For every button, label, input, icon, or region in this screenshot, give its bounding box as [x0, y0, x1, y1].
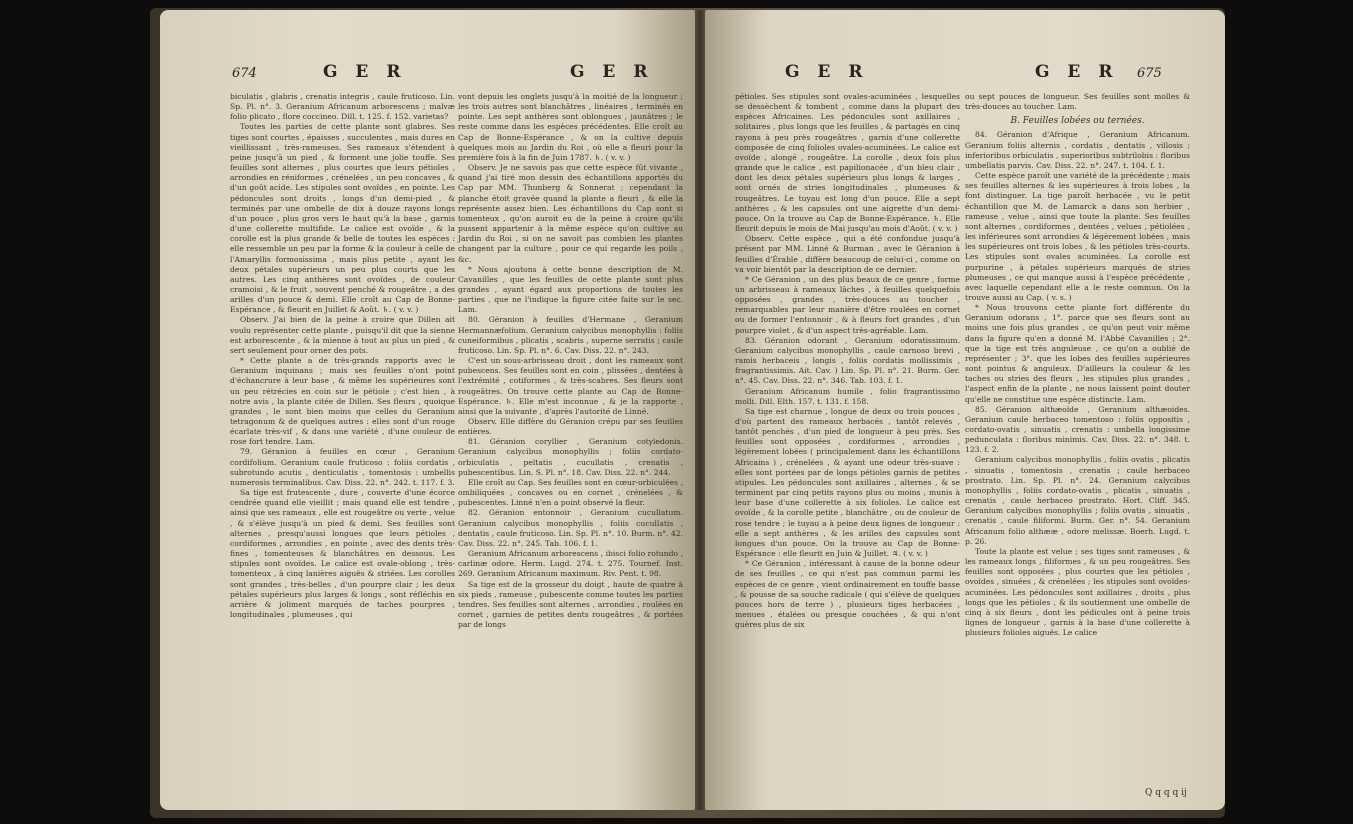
paragraph: 81. Géranion coryllier , Geranium cotyledonis. Geranium calycibus monophyllis ; foliis cordato-orbiculatis , peltatis , cucullatis , crenatis , pubescentibus. Lin. S. Pl. n°. 18. Cav. Diss. 22. n°. 244.	[458, 437, 683, 477]
paragraph: Sa tige est de la grosseur du doigt , haute de quatre à six pieds , rameuse , pubescente comme toutes les parties tendres. Ses feuilles sont alternes , arrondies , roulées en cornet , garnies de petites dents rougeâtres , & portées par de longs	[458, 579, 683, 630]
running-head-right-a: G E R	[785, 62, 869, 82]
paragraph: Geranium calycibus monophyllis , foliis ovatis , plicatis , sinuatis , tomentosis , crenatis ; caule herbaceo prostrato. Lin. Sp. Pl. n°. 24. Geranium calycibus monophyllis , foliis cordato-ovatis , plicatis , sinuatis , crenatis , caule herbaceo prostrato. Hort. Cliff. 345. Geranium calycibus monophyllis ; foliis ovatis , sinuatis , crenatis , caule filiformi. Burm. Ger. n°. 54. Geranium Africanum folio althææ , odore melissæ. Boerh. Lugd. t. p. 26.	[965, 455, 1190, 546]
left-page-column-2	[458, 92, 683, 630]
right-page	[705, 10, 1225, 810]
paragraph: Toutes les parties de cette plante sont glabres. Ses tiges sont courtes , épaisses , succulentes , mais dures en vieillissant , très-rameuses. Ses rameaux s'étendent à peine jusqu'à un pied , & forment une jolie touffe. Ses feuilles sont alternes , plus courtes que leurs pétioles , arrondies en réniformes , crénelées , un peu concaves , & d'un goût acide. Les stipules sont ovoïdes , en pointe. Les pédoncules sont droits , longs d'un demi-pied , & terminés par une ombelle de dix à douze rayons longs d'un pouce , plus gros vers le haut qu'à la base , garnis d'une collerette multifide. Le calice est ovoïde , & la corolle est la plus grande & belle de toutes les espèces : elle ressemble un peu par la forme & la couleur à celle de l'Amaryllis formosissima , mais plus petite , ayant les deux pétales supérieurs un peu plus courts que les autres. Les cinq anthères sont ovoïdes , de couleur cramoisi , & le fruit , souvent penché & rougeâtre , a des arilles d'un pouce & demi. Elle croît au Cap de Bonne-Espérance , & fleurit en Juillet & Août. ♄. ( v. v. )	[230, 122, 455, 315]
running-head-right-b: G E R	[1035, 62, 1119, 82]
paragraph: Observ. Cette espèce , qui a été confondue jusqu'à présent par MM. Linné & Burman , avec le Géranion à feuilles d'Érable , diffère beaucoup de celui-ci , comme on va voir bientôt par la description de ce dernier.	[735, 234, 960, 274]
paragraph: C'est un sous-arbrisseau droit , dont les rameaux sont pubescens. Ses feuilles sont en coin , plissées , dentées à l'extrémité , cotiformes , & très-scabres. Ses fleurs sont rougeâtres. On trouve cette plante au Cap de Bonne-Espérance. ♄. Elle m'est inconnue , & je la rapporte , ainsi que la suivante , d'après l'autorité de Linné.	[458, 356, 683, 416]
paragraph: Geranium Africanum humile , folio fragrantissimo molli. Dill. Elth. 157. t. 131. f. 158.	[735, 386, 960, 406]
paragraph: 80. Géranion à feuilles d'Hermane , Geranium Hermannæfolium. Geranium calycibus monophyllis : foliis cuneiformibus , plicatis , scabris , superne serratis ; caule fruticoso. Lin. Sp. Pl. n°. 6. Cav. Diss. 22. n°. 243.	[458, 315, 683, 355]
page-number-left: 674	[232, 66, 257, 81]
paragraph: vont depuis les onglets jusqu'à la moitié de la longueur ; les trois autres sont blanchâtres , linéaires , terminés en pointe. Les sept anthères sont oblongues , jaunâtres ; le reste comme dans les espèces précédentes. Elle croît au Cap de Bonne-Espérance , & on la cultive depuis quelques mois au Jardin du Roi , où elle a fleuri pour la première fois à la fin de Juin 1787. ♄. ( v. v. )	[458, 92, 683, 162]
paragraph: * Nous ajoutons à cette bonne description de M. Cavanilles , que les feuilles de cette plante sont plus grandes , ayant égard aux proportions de toutes les parties , que ne l'indique la figure citée faite sur le sec. Lam.	[458, 264, 683, 315]
paragraph: Observ. Je ne savois pas que cette espèce fût vivante , quand j'ai tiré mon dessin des échantillons apportés du Cap par MM. Thunberg & Sonnerat ; cependant la planche étoit gravée quand la plante a fleuri , & elle la représente assez bien. Les échantillons du Cap sont si tomenteux , qu'on auroit eu de la peine à croire qu'ils pussent appartenir à la même espèce qu'on cultive au Jardin du Roi , si on ne savoit pas combien les plantes changent par la culture , pour ce qui regarde les poils , &c.	[458, 163, 683, 264]
paragraph: 82. Géranion entonnoir , Geranium cucullatum. Geranium calycibus monophyllis , foliis cucullatis , dentatis , caule fruticoso. Lin. Sp. Pl. n°. 10. Burm. n°. 42. Cav. Diss. 22. n°. 245. Tab. 106. f. 1.	[458, 508, 683, 548]
paragraph: * Ce Géranion , intéressant à cause de la bonne odeur de ses feuilles , ce qui n'est pas commun parmi les espèces de ce genre , vient ordinairement en touffe basse , & pousse de sa souche radicale ( qui s'élève de quelques pouces hors de terre ) , plusieurs tiges herbacées , menues , étalées ou presque couchées , & qui n'ont guères plus de six	[735, 559, 960, 630]
left-page-column-1	[230, 92, 455, 620]
left-page	[160, 10, 695, 810]
section-heading: B. Feuilles lobées ou ternées.	[1010, 116, 1145, 127]
running-head-left-b: G E R	[570, 62, 654, 82]
right-page-column-1	[735, 92, 960, 630]
right-page-column-2	[965, 92, 1190, 638]
paragraph: ou sept pouces de longueur. Ses feuilles sont molles & très-douces au toucher. Lam.	[965, 92, 1190, 112]
paragraph: Sa tige est charnue , longue de deux ou trois pouces , d'où partent des rameaux herbacés , tantôt relevés , tantôt penchés , d'un pied de longueur à peu près. Ses feuilles sont opposées , cordiformes , arrondies , légèrement lobées ( principalement dans les échantillons Africains ) , crénelées , & ayant une odeur très-suave : elles sont portées par de longs pétioles garnis de petites stipules. Les pédoncules sont axillaires , alternes , & se terminent par cinq petits rayons plus ou moins , munis à leur base d'une collerette à six folioles. Le calice est ovoïde , & la corolle petite , blanchâtre , ou de couleur de rose tendre ; le tuyau a à peine deux lignes de longueur : elle a sept anthères , & les arilles des capsules sont longues d'un pouce. On la trouve au Cap de Bonne-Espérance : elle fleurit en Juin & Juillet. ♃. ( v. v. )	[735, 406, 960, 559]
paragraph: 84. Géranion d'Afrique , Geranium Africanum. Geranium foliis alternis , cordatis , dentatis , villosis ; inferioribus orbiculatis , superioribus subtrilobis : floribus umbellatis parvis. Cav. Diss. 22. n°. 247. t. 104. f. 1.	[965, 130, 1190, 170]
paragraph: 79. Géranion à feuilles en cœur , Geranium cordifolium. Geranium caule fruticoso : foliis cordatis , subrotundo acutis , denticulatis , tomentosis : umbellis numerosis terminalibus. Cav. Diss. 22. n°. 242. t. 117. f. 3.	[230, 447, 455, 487]
paragraph: Sa tige est frutescente , dure , couverte d'une écorce cendrée quand elle vieillit ; mais quand elle est tendre , ainsi que ses rameaux , elle est rougeâtre ou verte , velue , & s'élève jusqu'à un pied & demi. Ses feuilles sont alternes , presqu'aussi longues que leurs pétioles , cordiformes , arrondies , en pointe , avec des dents très-fines , tomenteuses & blanchâtres en dessous. Les stipules sont ovoïdes. Le calice est ovale-oblong , très-tomenteux , à cinq lanières aiguës & striées. Les corolles sont grandes , très-belles , d'un pourpre clair ; les deux pétales supérieurs plus larges & longs , sont réfléchis en arrière & joliment marqués de taches pourpres , longitudinales , plumeuses , qui	[230, 488, 455, 619]
paragraph: Elle croît au Cap. Ses feuilles sont en cœur-orbiculées , ombiliquées , concaves ou en cornet , crénelées , & pubescentes. Linné n'en a point observé la fleur.	[458, 477, 683, 508]
paragraph: biculatis , glabris , crenatis integris , caule fruticoso. Lin. Sp. Pl. n°. 3. Geranium Africanum arborescens ; malvæ folio plicato , flore coccineo. Dill. t. 125. f. 152. varietas?	[230, 92, 455, 122]
paragraph: Observ. Elle diffère du Géranion crépu par ses feuilles entières.	[458, 417, 683, 437]
paragraph: Toute la plante est velue ; ses tiges sont rameuses , & les rameaux longs , filiformes , & un peu rougeâtres. Ses feuilles sont opposées , plus courtes que les pétioles , ovoïdes , sinuées , & crénelées ; les stipules sont ovoïdes-acuminées. Les pédoncules sont axillaires , droits , plus longs que les pétioles , & ils soutiennent une ombelle de cinq à six fleurs , dont les pédicules ont à peine trois lignes de longueur , garnis à la base d'une collerette à plusieurs folioles aiguës. Le calice	[965, 546, 1190, 638]
paragraph: * Cette plante a de très-grands rapports avec le Geranium inquinans ; mais ses feuilles n'ont point d'échancrure à leur base , & même les supérieures sont un peu rétrécies en coin sur le pétiole ; c'est bien , à notre avis , la plante citée de Dillen. Ses fleurs , quoique grandes , le sont bien moins que celles du Geranium tetragonum & de quelques autres : elles sont d'un rouge écarlate très-vif , & dans une variété , d'une couleur de rose fort tendre. Lam.	[230, 356, 455, 447]
signature-mark: Q q q q ij	[1145, 788, 1187, 798]
page-number-right: 675	[1137, 66, 1162, 81]
paragraph: Cette espèce paroît une variété de la précédente ; mais ses feuilles alternes & les supérieures à trois lobes , la font distinguer. La tige paroît herbacée , vu le petit échantillon que M. de Lamarck a dans son herbier , rameuse , velue , ainsi que toute la plante. Ses feuilles sont alternes , cordiformes , dentées , velues , pétiolées , les inférieures sont arrondies & légèrement lobées , mais les supérieures ont trois lobes , & les pétioles très-courts. Les stipules sont ovales acuminées. La corolle est purpurine , à pétales supérieurs marqués de stries plumeuses , ce qui manque aussi à l'espèce précédente , avec laquelle cependant elle a le reste commun. On la trouve aussi au Cap. ( v. s. )	[965, 171, 1190, 302]
paragraph: 85. Géranion althæoïde , Geranium althæoides. Geranium caule herbaceo tomentoso : foliis oppositis , cordato-ovatis , sinuatis , crenatis : umbella longissime pedunculata : floribus minimis. Cav. Diss. 22. n°. 348. t. 123. f. 2.	[965, 404, 1190, 455]
paragraph: pétioles. Ses stipules sont ovales-acuminées , lesquelles se dessèchent & tombent , comme dans la plupart des espèces Africaines. Les pédoncules sont axillaires , solitaires , plus longs que les feuilles , & partagés en cinq rayons à peu près rougeâtres , garnis d'une collerette composée de cinq folioles ovales-acuminées. Le calice est ovoïde , alongé , rougeâtre. La corolle , deux fois plus grande que le calice , est papilionacée , d'un bleu clair , dont les deux pétales supérieurs plus longs & larges , sont ornés de stries longitudinales , plumeuses & rougeâtres. Le tuyau est long d'un pouce. Elle a sept anthères , & les capsules ont une aigrette d'un demi-pouce. On la trouve au Cap de Bonne-Espérance. ♄. Elle fleurit depuis le mois de Mai jusqu'au mois d'Août. ( v. v. )	[735, 92, 960, 234]
running-head-left-a: G E R	[323, 62, 407, 82]
paragraph: 83. Géranion odorant , Geranium odoratissimum. Geranium calycibus monophyllis , caule carnoso brevi , ramis herbaceis , longis , foliis cordatis mollissimis , fragrantissimis. Ait. Cav. ) Lin. Sp. Pl. n°. 21. Burm. Ger. n°. 45. Cav. Diss. 22. n°. 346. Tab. 103. f. 1.	[735, 335, 960, 386]
paragraph: * Ce Géranion , un des plus beaux de ce genre , forme un arbrisseau à rameaux lâches , à feuilles quelquefois opposées , grandes , très-douces au toucher , remarquables par leur manière d'être roulées en cornet ou de former l'entonnoir , & à fleurs fort grandes , d'un pourpre violet , & d'un aspect très-agréable. Lam.	[735, 274, 960, 335]
paragraph: Observ. J'ai bien de la peine à croire que Dillen ait voulu représenter cette plante , puisqu'il dit que la sienne est arborescente , & la mienne à tout au plus un pied , & sert seulement pour orner des pots.	[230, 315, 455, 355]
paragraph: * Nous trouvons cette plante fort différente du Geranium odorans , 1°. parce que ses fleurs sont au moins une fois plus grandes , ce qu'on peut voir même dans la figure qu'en a donné M. l'Abbé Cavanilles ; 2°. que la tige est très anguleuse , ce qu'on a oublié de représenter ; 3°. que les lobes des feuilles supérieures sont pointus & anguleux. D'ailleurs la couleur & les taches ou stries des fleurs , les stipules plus grandes , l'aspect enfin de la plante , ne nous laissent point douter qu'elle ne constitue une espèce distincte. Lam.	[965, 303, 1190, 404]
paragraph: Geranium Africanum arborescens , ibisci folio rotundo , carlinæ odore. Herm. Lugd. 274. t. 275. Tournef. Inst. 269. Geranium Africanum maximum. Riv. Pent. t. 98.	[458, 549, 683, 579]
